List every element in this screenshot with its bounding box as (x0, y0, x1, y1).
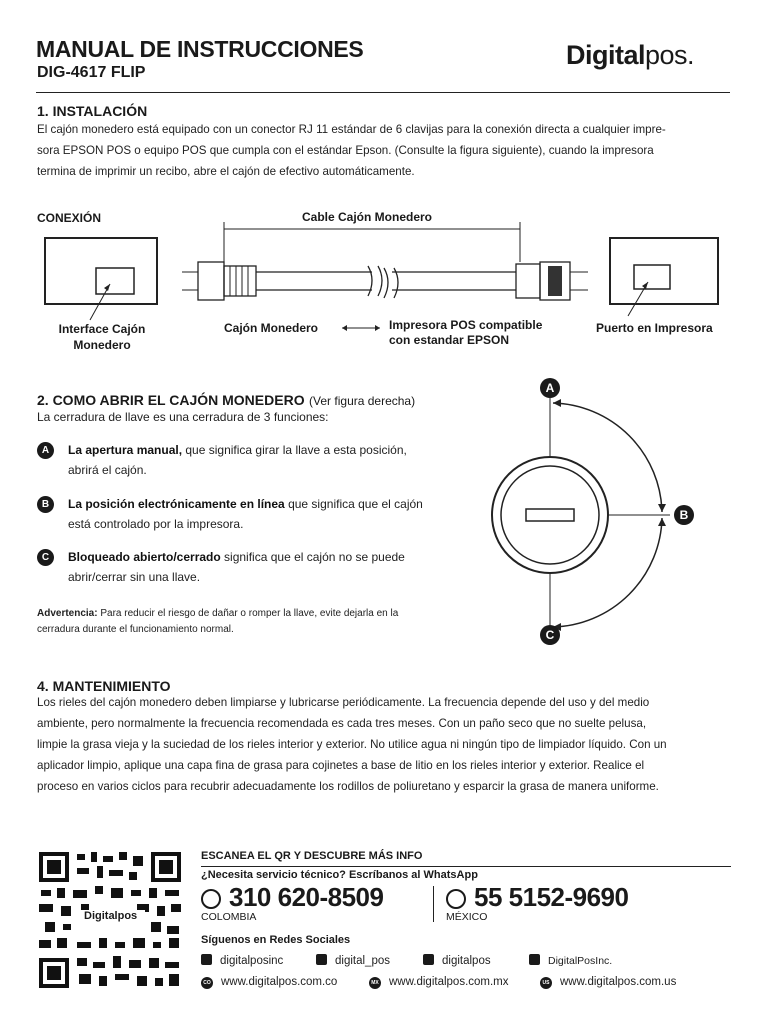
qr-logo: Digitalpos (84, 910, 138, 922)
youtube-icon (529, 954, 540, 965)
install-text: El cajón monedero está equipado con un conector RJ 11 estándar de 6 clavijas para la conexión directa a cualquier impre- sora EPSON POS o equipo POS que cumpla con el estándar Epson. (Consulte la figura siguiente), cuando la impresora termina de imprimir un recibo, abre el cajón de efectivo automáticamente. (37, 123, 666, 178)
lock-label-b: B (679, 508, 689, 522)
badge-c: C (37, 549, 54, 566)
social-youtube[interactable]: DigitalPosInc. (529, 954, 612, 967)
web-usa[interactable]: US www.digitalpos.com.us (540, 976, 676, 988)
badge-b: B (37, 496, 54, 513)
mx-badge-icon: MX (369, 977, 381, 989)
badge-a: A (37, 442, 54, 459)
lock-label-c: C (545, 628, 555, 642)
printer-label: Impresora POS compatible con estandar EPSON (389, 318, 543, 347)
us-badge-icon: US (540, 977, 552, 989)
whatsapp-icon (201, 889, 221, 909)
brand-logo: Digitalpos. (566, 40, 695, 70)
social-heading: Síguenos en Redes Sociales (201, 934, 351, 946)
social-facebook[interactable]: digitalposinc (201, 954, 283, 967)
footer-divider (201, 866, 731, 867)
connection-diagram (0, 0, 768, 360)
whatsapp-icon (446, 889, 466, 909)
open-heading: 2. COMO ABRIR EL CAJÓN MONEDERO (Ver figura derecha) (37, 392, 416, 408)
install-heading: 1. INSTALACIÓN (37, 103, 148, 119)
web-mexico[interactable]: MX www.digitalpos.com.mx (369, 976, 509, 988)
option-c: C Bloqueado abierto/cerrado significa que el cajón no se puede abrir/cerrar sin una llave. (37, 547, 457, 587)
open-intro: La cerradura de llave es una cerradura de 3 funciones: (37, 410, 329, 424)
web-colombia[interactable]: CO www.digitalpos.com.co (201, 976, 337, 988)
phone-divider (433, 886, 434, 922)
facebook-icon (201, 954, 212, 965)
interface-label: Interface Cajón Monedero (58, 322, 146, 352)
connection-heading: CONEXIÓN (37, 211, 102, 225)
linkedin-icon (423, 954, 434, 965)
co-badge-icon: CO (201, 977, 213, 989)
maintenance-heading: 4. MANTENIMIENTO (37, 678, 171, 694)
option-a: A La apertura manual, que significa girar la llave a esta posición, abrirá el cajón. (37, 440, 457, 480)
drawer-label: Cajón Monedero (224, 321, 319, 335)
model-name: DIG-4617 FLIP (37, 64, 146, 81)
lock-diagram (440, 370, 740, 660)
instagram-icon (316, 954, 327, 965)
page-title: MANUAL DE INSTRUCCIONES (36, 36, 364, 62)
social-instagram[interactable]: digital_pos (316, 954, 390, 967)
scan-text: ESCANEA EL QR Y DESCUBRE MÁS INFO (201, 850, 423, 862)
social-linkedin[interactable]: digitalpos (423, 954, 491, 967)
lock-label-a: A (545, 381, 555, 395)
warning-text: Advertencia: Para reducir el riesgo de dañar o romper la llave, evite dejarla en la cerradura durante el funcionamiento normal. (37, 608, 399, 635)
option-b: B La posición electrónicamente en línea que significa que el cajón está controlado por la impresora. (37, 494, 457, 534)
port-label: Puerto en Impresora (596, 321, 713, 335)
help-text: ¿Necesita servicio técnico? Escríbanos al WhatsApp (201, 869, 478, 881)
cable-label: Cable Cajón Monedero (302, 210, 433, 224)
maintenance-text: Los rieles del cajón monedero deben limpiarse y lubricarse periódicamente. La frecuencia depende del uso y del medio ambiente, pero normalmente la frecuencia recomendada es cada tres meses. Con un paño seco que no suelte pelusa, limpie la grasa vieja y la suciedad de los rieles interior y exterior. No utilice agua ni ningún tipo de limpiador líquido. Con un aplicador limpio, aplique una capa fina de grasa para cojinetes a base de litio en los rieles interior y exterior. Realice el proceso en varios ciclos para recubrir adecuadamente los rodillos de poliuretano y esparcir la grasa de manera uniforme. (37, 696, 667, 793)
